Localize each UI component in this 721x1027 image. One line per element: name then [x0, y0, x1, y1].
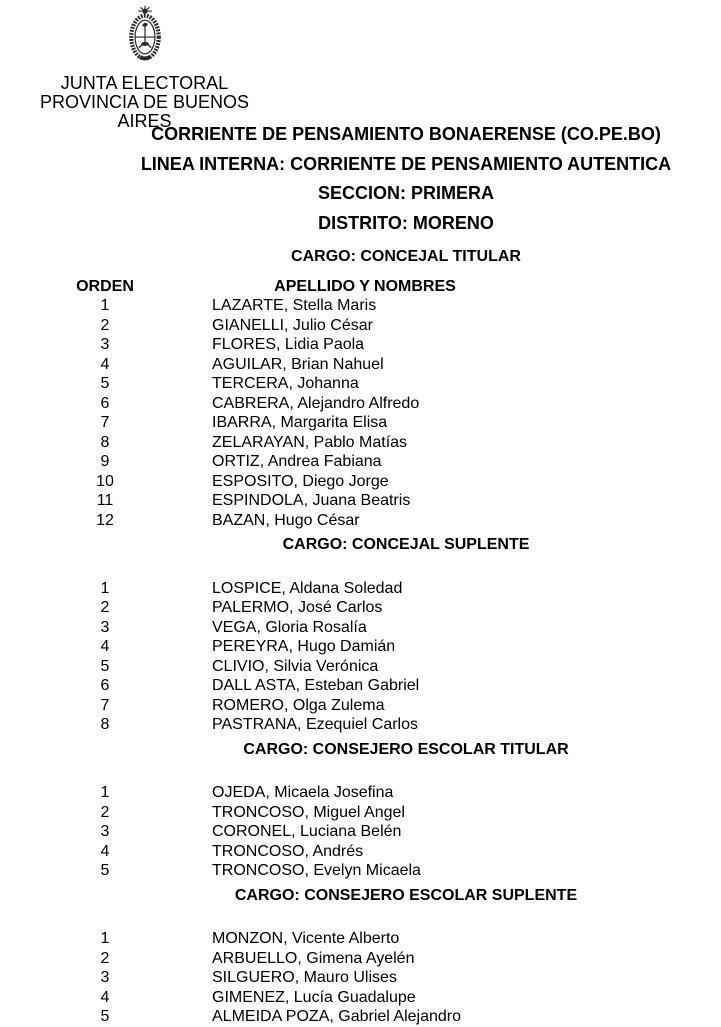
- seccion-title: SECCION: PRIMERA: [317, 183, 494, 203]
- candidate-name: PALERMO, José Carlos: [212, 599, 383, 616]
- candidate-name: CABRERA, Alejandro Alfredo: [212, 394, 420, 412]
- candidate-rows: [0, 296, 721, 530]
- argentina-coat-of-arms-icon: [122, 5, 168, 63]
- candidate-name: ORTIZ, Andrea Fabiana: [212, 453, 382, 470]
- candidate-name: CLIVIO, Silvia Verónica: [212, 657, 379, 675]
- candidate-rows: [0, 783, 721, 881]
- candidate-name: ESPINDOLA, Juana Beatris: [212, 492, 411, 509]
- cargo-section: [0, 535, 721, 735]
- candidate-name: BAZAN, Hugo César: [212, 511, 360, 529]
- candidate-row: [0, 472, 721, 492]
- table-column-headers: [0, 277, 721, 297]
- candidate-name: TRONCOSO, Andrés: [212, 842, 364, 860]
- candidate-row: [0, 676, 721, 696]
- candidate-order: 3: [100, 969, 110, 986]
- candidate-row: [0, 783, 721, 803]
- candidate-lists: [0, 247, 721, 1027]
- candidate-row: [0, 803, 721, 823]
- candidate-order: 7: [100, 414, 110, 431]
- candidate-name: LAZARTE, Stella Maris: [212, 297, 377, 314]
- org-name-line2: PROVINCIA DE BUENOS AIRES: [39, 92, 250, 131]
- candidate-order: 7: [100, 696, 110, 714]
- candidate-name: GIMENEZ, Lucía Guadalupe: [212, 988, 416, 1006]
- section-spacer: [0, 555, 721, 579]
- candidate-name: IBARRA, Margarita Elisa: [212, 414, 388, 431]
- candidate-order: 2: [100, 599, 110, 616]
- candidate-order: 5: [100, 375, 110, 392]
- candidate-row: [0, 452, 721, 472]
- candidate-order: 8: [100, 433, 110, 451]
- section-spacer: [0, 905, 721, 929]
- candidate-order: 8: [100, 716, 110, 733]
- candidate-name: CORONEL, Luciana Belén: [212, 823, 402, 840]
- section-spacer: [0, 759, 721, 783]
- candidate-order: 4: [100, 638, 110, 655]
- candidate-name: ARBUELLO, Gimena Ayelén: [212, 949, 415, 967]
- candidate-name: ZELARAYAN, Pablo Matías: [212, 433, 408, 451]
- candidate-row: [0, 949, 721, 969]
- candidate-order: 3: [100, 336, 110, 353]
- candidate-order: 10: [96, 472, 114, 490]
- candidate-row: [0, 822, 721, 842]
- candidate-order: 2: [100, 316, 110, 334]
- candidate-order: 5: [100, 862, 110, 879]
- candidate-order: 12: [96, 511, 114, 529]
- candidate-name: DALL ASTA, Esteban Gabriel: [212, 677, 420, 694]
- party-title: CORRIENTE DE PENSAMIENTO BONAERENSE (CO.PE.BO): [151, 124, 661, 144]
- candidate-rows: [0, 579, 721, 735]
- candidate-row: [0, 842, 721, 862]
- candidate-row: [0, 637, 721, 657]
- candidate-name: FLORES, Lidia Paola: [212, 336, 365, 353]
- candidate-row: [0, 413, 721, 433]
- cargo-heading: CARGO: CONSEJERO ESCOLAR SUPLENTE: [234, 886, 578, 904]
- candidate-row: [0, 715, 721, 735]
- candidate-name: ALMEIDA POZA, Gabriel Alejandro: [212, 1008, 461, 1025]
- candidate-row: [0, 355, 721, 375]
- candidate-name: GIANELLI, Julio César: [212, 316, 373, 334]
- cargo-section: [0, 247, 721, 530]
- candidate-name: ESPOSITO, Diego Jorge: [212, 472, 389, 490]
- distrito-title: DISTRITO: MORENO: [318, 212, 494, 233]
- candidate-name: PASTRANA, Ezequiel Carlos: [212, 716, 418, 733]
- candidate-row: [0, 929, 721, 949]
- candidate-row: [0, 696, 721, 716]
- candidate-row: [0, 316, 721, 336]
- candidate-order: 5: [100, 657, 110, 675]
- candidate-order: 1: [100, 297, 110, 314]
- candidate-name: AGUILAR, Brian Nahuel: [212, 355, 384, 373]
- cargo-section: [0, 886, 721, 1027]
- candidate-order: 2: [100, 803, 110, 821]
- org-name-line1: JUNTA ELECTORAL: [60, 73, 229, 93]
- candidate-name: LOSPICE, Aldana Soledad: [212, 579, 403, 597]
- candidate-rows: [0, 929, 721, 1027]
- candidate-order: 4: [100, 842, 110, 860]
- candidate-row: [0, 511, 721, 531]
- candidate-order: 2: [100, 949, 110, 967]
- title-block: [100, 120, 712, 238]
- candidate-order: 4: [100, 988, 110, 1006]
- candidate-row: [0, 988, 721, 1008]
- candidate-name: VEGA, Gloria Rosalía: [212, 618, 367, 636]
- cargo-heading: CARGO: CONSEJERO ESCOLAR TITULAR: [243, 740, 569, 758]
- candidate-order: 1: [100, 930, 110, 947]
- candidate-row: [0, 433, 721, 453]
- candidate-order: 3: [100, 823, 110, 840]
- candidate-row: [0, 296, 721, 316]
- column-header-nombres: APELLIDO Y NOMBRES: [274, 277, 456, 295]
- candidate-order: 9: [100, 453, 110, 470]
- candidate-row: [0, 618, 721, 638]
- candidate-row: [0, 394, 721, 414]
- candidate-order: 4: [100, 355, 110, 373]
- candidate-row: [0, 335, 721, 355]
- org-header: [12, 5, 277, 131]
- candidate-order: 1: [100, 579, 110, 597]
- linea-interna-title: LINEA INTERNA: CORRIENTE DE PENSAMIENTO AUTENTICA: [140, 153, 672, 174]
- candidate-name: TERCERA, Johanna: [212, 375, 359, 392]
- candidate-order: 6: [100, 677, 110, 694]
- candidate-row: [0, 598, 721, 618]
- candidate-row: [0, 579, 721, 599]
- candidate-order: 6: [100, 394, 110, 412]
- cargo-section: [0, 740, 721, 881]
- candidate-name: ROMERO, Olga Zulema: [212, 696, 385, 714]
- candidate-row: [0, 491, 721, 511]
- candidate-row: [0, 657, 721, 677]
- cargo-heading: CARGO: CONCEJAL TITULAR: [291, 248, 521, 265]
- cargo-heading: CARGO: CONCEJAL SUPLENTE: [282, 536, 530, 553]
- candidate-name: OJEDA, Micaela Josefina: [212, 784, 394, 801]
- candidate-order: 11: [96, 492, 114, 509]
- candidate-row: [0, 968, 721, 988]
- candidate-name: TRONCOSO, Miguel Angel: [212, 803, 405, 821]
- candidate-row: [0, 374, 721, 394]
- candidate-name: TRONCOSO, Evelyn Micaela: [212, 862, 421, 879]
- column-header-orden: ORDEN: [76, 277, 134, 295]
- candidate-order: 3: [100, 618, 110, 636]
- candidate-name: MONZON, Vicente Alberto: [212, 930, 400, 947]
- candidate-row: [0, 861, 721, 881]
- candidate-order: 5: [100, 1008, 110, 1025]
- candidate-name: PEREYRA, Hugo Damián: [212, 638, 396, 655]
- candidate-name: SILGUERO, Mauro Ulises: [212, 969, 397, 986]
- candidate-order: 1: [100, 784, 110, 801]
